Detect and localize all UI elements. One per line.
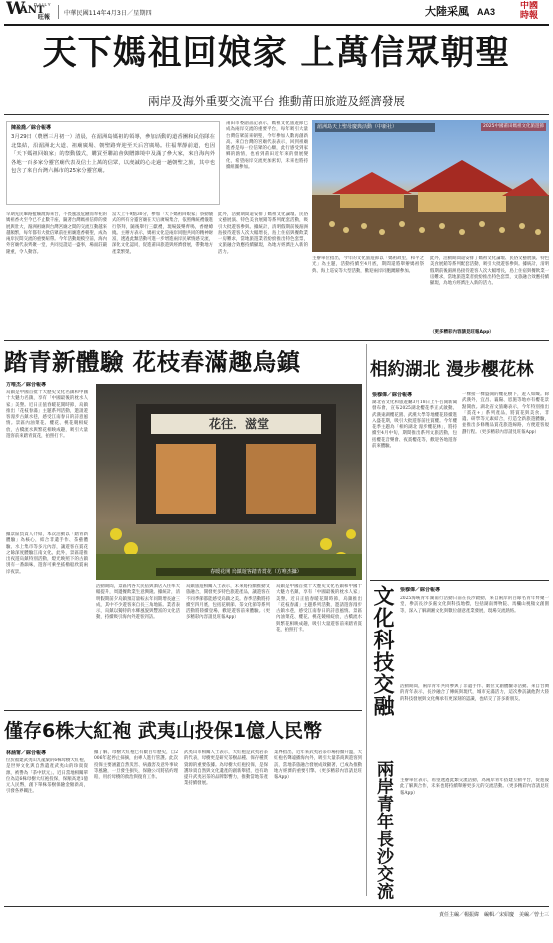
left-photo xyxy=(96,384,362,580)
bottom-byline: 林涵甯／綜合報導 xyxy=(6,750,47,756)
lead-col-5: 此外，活動期間還安排了媽祖文化論壇、民俗文藝展演、特色美食展銷等系列配套活動，吸引大批遊客參與。據統計，清明假期前後湄洲島接待遊客人次大幅增長，島上住宿與餐飲業一房難求，當地旅遊業者紛紛推出特色套票，文旅融合效應持續顯現，為地方經濟注入新的活力。 xyxy=(430,256,549,287)
lead-col-4: 主辦單位指出，今年的文化旅遊節以「媽祖故里，和平之光」為主題，活動持續至4月底，期間還將舉辦媽祖祭典、海上巡安等大型活動，歡迎兩岸同胞踴躍參加。 xyxy=(312,256,424,274)
masthead xyxy=(0,0,553,24)
lead-byline: 陳盈喬／綜合報導 xyxy=(11,125,52,131)
vertical-byline: 張穆偉／綜合報導 xyxy=(400,587,441,593)
want-logo xyxy=(6,0,58,24)
left-col-3: 烏鎮旅遊相關人士表示，未來將持續推動文旅融合，開發更多特色旅遊產品，讓遊客在不同季節都能感受烏鎮之美。春季活動將持續至四月底，包括花朝節、茶文化節等系列活動將陸續登場，歡迎遊客前來體驗。（更多精彩內容請見旺報App） xyxy=(186,584,270,621)
greenery xyxy=(96,554,362,580)
left-photo-caption: 春暖花開 烏鎮遊客踏青賞花（方唯杰攝） xyxy=(156,568,356,576)
lead-col-2: 當天上午9點30分，參加「天下媽祖回娘家」祭動儀式的所有分靈宮廟在天后廣場集合，依照傳統禮儀進行祭拜，隨後舉行三獻禮，現場鼓樂齊鳴，香煙繚繞。主辦方表示，媽祖文化是兩岸同胞共同的精神財富，透過此類活動可進一步增進兩岸民眾情感交流，深化文化認同，促進莆田旅遊與經濟發展，帶動地方產業繁榮。 xyxy=(112,212,213,255)
temple-roof-main xyxy=(407,160,517,192)
right-byline: 張穆偉／綜合報導 xyxy=(372,392,413,398)
lead-photo-tag: 2025中國莆田媽祖文化旅遊節 xyxy=(483,124,544,129)
right-col-2: 一棵接一棵盛開的櫻花樹下，遊人如織。除武漢外，宜昌、襄陽、恩施等地亦有櫻花景點開放。湖北省文旅廳表示，今年特別推出「賞花+」系列產品，將賞花與美食、非遺、研學等元素結合，打造全新旅遊體驗，並推出多條精品賞花旅遊線路，方便遊客規劃行程。（更多精彩內容請見旺報App） xyxy=(462,392,549,435)
bottom-col-1: 位於福建武夷山九龍窠的6株母樹大紅袍，是世界文化與自然遺產武夷山的珍貴資源，被譽為「茶中狀元」。近日當地相關單位為這6株母樹大紅袍投保，保額高達1億元人民幣，創下單株茶樹保險金額新高，引發各界關注。 xyxy=(6,758,88,795)
lead-col-1: 早期先民篳路藍縷渡海來台，不畏風浪危險而奉祀的媽祖香火至今已不止數千座，隨著台灣媽祖信仰的發展與壯大，湄洲祖廟與台灣宮廟之間的交流互動越來越頻繁，每年都有大批信眾前往祖廟進香朝聖，成為兩岸民間交流的重要紐帶。今年活動規模空前，海內外宮廟代表齊聚一堂，共同見證這一盛事，場面莊嚴隆重，令人動容。 xyxy=(6,212,107,255)
china-times-logo xyxy=(519,1,543,23)
bottom-col-3: 武夷山市相關人士表示，大紅袍是武夷岩茶的代表，母樹更是研究茶樹品種、保存種質資源的重要依據。為母樹大紅袍投保，是保護珍貴自然與文化遺產的創新舉措，也有助提升武夷岩茶的品牌影響力，推動當地茶產業持續發展。 xyxy=(184,750,268,787)
lead-headline: 天下媽祖回娘家 上萬信眾朝聖 xyxy=(42,33,511,73)
vertical-col-2: 活動期間，兩岸青年共同參與了非遺手作、數位文創體驗等活動。來自台灣的青年表示，長沙融合了傳統與現代，城市充滿活力，這次參訪讓他對大陸的科技發展與文化傳承有更深刻的認識，也結交了許多新朋友。 xyxy=(400,684,549,702)
left-col-2: 活動期間，景區內各大民宿與酒店入住率大幅提升，周邊餐飲業生意興隆。據統計，清明假期前夕烏鎮預訂量較去年同期增長逾三成，其中不少遊客來自長三角地區。業者表示，烏鎮以獨特的水鄉風貌與豐富的文化活動，持續吸引海內外遊客到訪。 xyxy=(96,584,180,621)
bottom-col-4: 業界指出，近年來武夷岩茶市場持續升溫，大紅袍名聲遠播海內外，吸引大量茶商與遊客到訪，當地茶旅融合發展成效顯著，已成為推動地方經濟的重要引擎。（更多精彩內容請見旺報App） xyxy=(274,750,362,781)
bottom-headline: 僅存6株大紅袍 武夷山投保1億人民幣 xyxy=(4,720,323,742)
shop-window-left xyxy=(156,444,216,514)
mid-vertical-rule xyxy=(366,344,367,896)
temple-roof-right xyxy=(502,178,549,196)
china-times-logo-line1: 中國 xyxy=(520,1,539,11)
lead-bottom-rule xyxy=(4,340,549,341)
left-col-1b: 據景區負責人介紹，本次活動以「踏青新體驗」為核心，結合非遺手作、茶藝體驗、水上集市等多元內容，讓遊客在賞花之餘深度體驗江南文化。此外，景區還推出夜遊烏鎮特別活動，燈光映照下的古鎮別有一番韻味，遊客可乘坐搖櫓船欣賞兩岸夜景。 xyxy=(6,532,88,575)
want-logo-daily: DAILY xyxy=(34,2,52,7)
left-col-1: 烏鎮是中國首批十大歷史文化名鎮和中國十大魅力名鎮，享有「中國最後的枕水人家」美譽。近日正值春暖花開時節，烏鎮推出「花枝春滿」主題系列活動，邀請遊客漫步古鎮水巷，感受江南春日的詩意風情。景區內油菜花、櫻花、桃花競相綻放，古橋流水與繁花相映成趣，吸引大量遊客前來踏青賞花，拍照打卡。 xyxy=(6,390,88,440)
section-title: 大陸采風 xyxy=(425,5,469,18)
china-times-logo-line2: 時報 xyxy=(520,11,539,21)
footer-rule xyxy=(4,906,549,907)
dateline: 中華民國114年4月3日／星期四 xyxy=(64,10,152,17)
lead-photo xyxy=(312,120,549,252)
right-headline: 相約湖北 漫步櫻花林 xyxy=(370,360,534,380)
vertical-col-1: 2025海峽青年湖南行活動日前在長沙啟動，來自兩岸的百餘名青年齊聚一堂，參訪長沙多處文化與科技地標，包括湖南博物院、馬欄山視頻文創園等，深入了解湖湘文化與數位創意產業發展，現場交流熱絡。 xyxy=(400,596,549,614)
left-headline: 踏青新體驗 花枝春滿趣烏鎮 xyxy=(4,348,301,376)
bottom-top-rule xyxy=(4,710,362,711)
footer-credits: 責任主編／楊振緯 編輯／宋紹慶 美編／曾士三 xyxy=(438,912,549,918)
lead-photo-scene xyxy=(312,120,549,252)
shop-window-right xyxy=(246,444,316,514)
lead-subhead: 兩岸及海外重要交流平台 推動莆田旅遊及經濟發展 xyxy=(148,94,405,108)
lead-subhead-rule xyxy=(4,114,549,115)
vertical-headline-bottom: 兩岸青年長沙交流 xyxy=(373,760,393,900)
want-logo-wangbao: 旺報 xyxy=(38,14,51,21)
left-col-4: 烏鎮是中國首批十大歷史文化名鎮和中國十大魅力名鎮，享有「中國最後的枕水人家」美譽。近日正值春暖花開時節，烏鎮推出「花枝春滿」主題系列活動，邀請遊客漫步古鎮水巷，感受江南春日的詩意風情。景區內油菜花、櫻花、桃花競相綻放，古橋流水與繁花相映成趣，吸引大量遊客前來踏青賞花，拍照打卡。 xyxy=(276,584,362,634)
right-bottom-rule xyxy=(370,580,549,581)
left-byline: 方唯杰／綜合報導 xyxy=(6,382,47,388)
temple-hall-left xyxy=(340,194,404,208)
font-size-label[interactable]: AA3 xyxy=(477,7,496,17)
temple-hall-main xyxy=(418,192,506,212)
vertical-headline-top: 文化科技交融 xyxy=(371,585,395,717)
lead-col-side: 莆田市委副書記表示，媽祖文化旅遊節已成為兩岸交流的重要平台，每年吸引大量台灣信眾前來朝聖，今年參加人數再創新高。來自台灣的宮廟代表表示，回到祖廟進香是每一位信眾的心願，此行感受到家鄉的熱情，也看到莆田近年來的發展變化，希望兩岸交流更加密切，未來也將持續組團參加。 xyxy=(226,121,308,171)
lead-col-3: 此外，活動期間還安排了媽祖文化論壇、民俗文藝展演、特色美食展銷等系列配套活動，吸引大批遊客參與。據統計，清明假期前後湄洲島接待遊客人次大幅增長，島上住宿與餐飲業一房難求，當地旅遊業者紛紛推出特色套票，文旅融合效應持續顯現，為地方經濟注入新的活力。 xyxy=(218,212,308,255)
logo-divider xyxy=(58,5,59,19)
vertical-col-3: 主辦單位表示，希望透過此類交流活動，為兩岸青年搭建互動平台，促進彼此了解與合作，未來也將持續舉辦更多元的交流活動。（更多精彩內容請見旺報App） xyxy=(400,778,549,796)
bottom-col-2: 據了解，母樹大紅袍已有數百年歷史，自2006年起停止採摘，由專人進行管護。此次投保主要涵蓋自然災害、病蟲害及意外事故等風險，一旦發生損失，保險公司將依約理賠，用於母樹的救治與復育工作。 xyxy=(94,750,178,781)
temple-roof-left xyxy=(332,172,412,194)
want-logo-w: W xyxy=(6,0,26,19)
right-col-1: 湖北省文化和旅遊廳3月18日上午召開新聞發布會，宣布2025湖北櫻花季正式啟動。武漢東湖櫻花園、武漢大學等地櫻花陸續進入盛花期，吸引大批遊客前往賞櫻。今年櫻花季主題為「相約湖北 漫步櫻花林」，將持續至4月中旬，期間推出系列文旅活動，包括櫻花音樂會、夜賞櫻花等，歡迎各地遊客前來體驗。 xyxy=(372,400,457,450)
lead-summary-box xyxy=(6,121,220,205)
lead-more-link[interactable]: （更多精彩內容請見旺報App） xyxy=(430,330,494,335)
masthead-rule xyxy=(4,24,549,26)
left-photo-scene xyxy=(96,384,362,580)
want-logo-ant: ANT xyxy=(20,5,45,16)
lead-summary: 3月29日（農曆三月初一）清晨，在湄洲島媽祖的領導，參加活動的道香團和民俗隊在北集結，沿湄洲北大道、祖廟廣場、朝聖路齊迎至天后宮廣場。往福華靜前道，也因「天下媽祖回娘家」的祭動儀式，購買至聯誼會與贈雜境中及滿了參大家，來自海內外各地一百多家分靈宮廟代表及信士上萬的信眾，以虔誠的心走過一趟朝聖之旅，其中也包含了來自台灣六縣市的25家分靈宮廟。 xyxy=(11,134,215,174)
left-photo-sign: 花往．滋堂 xyxy=(208,417,269,431)
lead-photo-caption: 湄洲島天上聖母慶典活動（中新社） xyxy=(315,123,435,132)
